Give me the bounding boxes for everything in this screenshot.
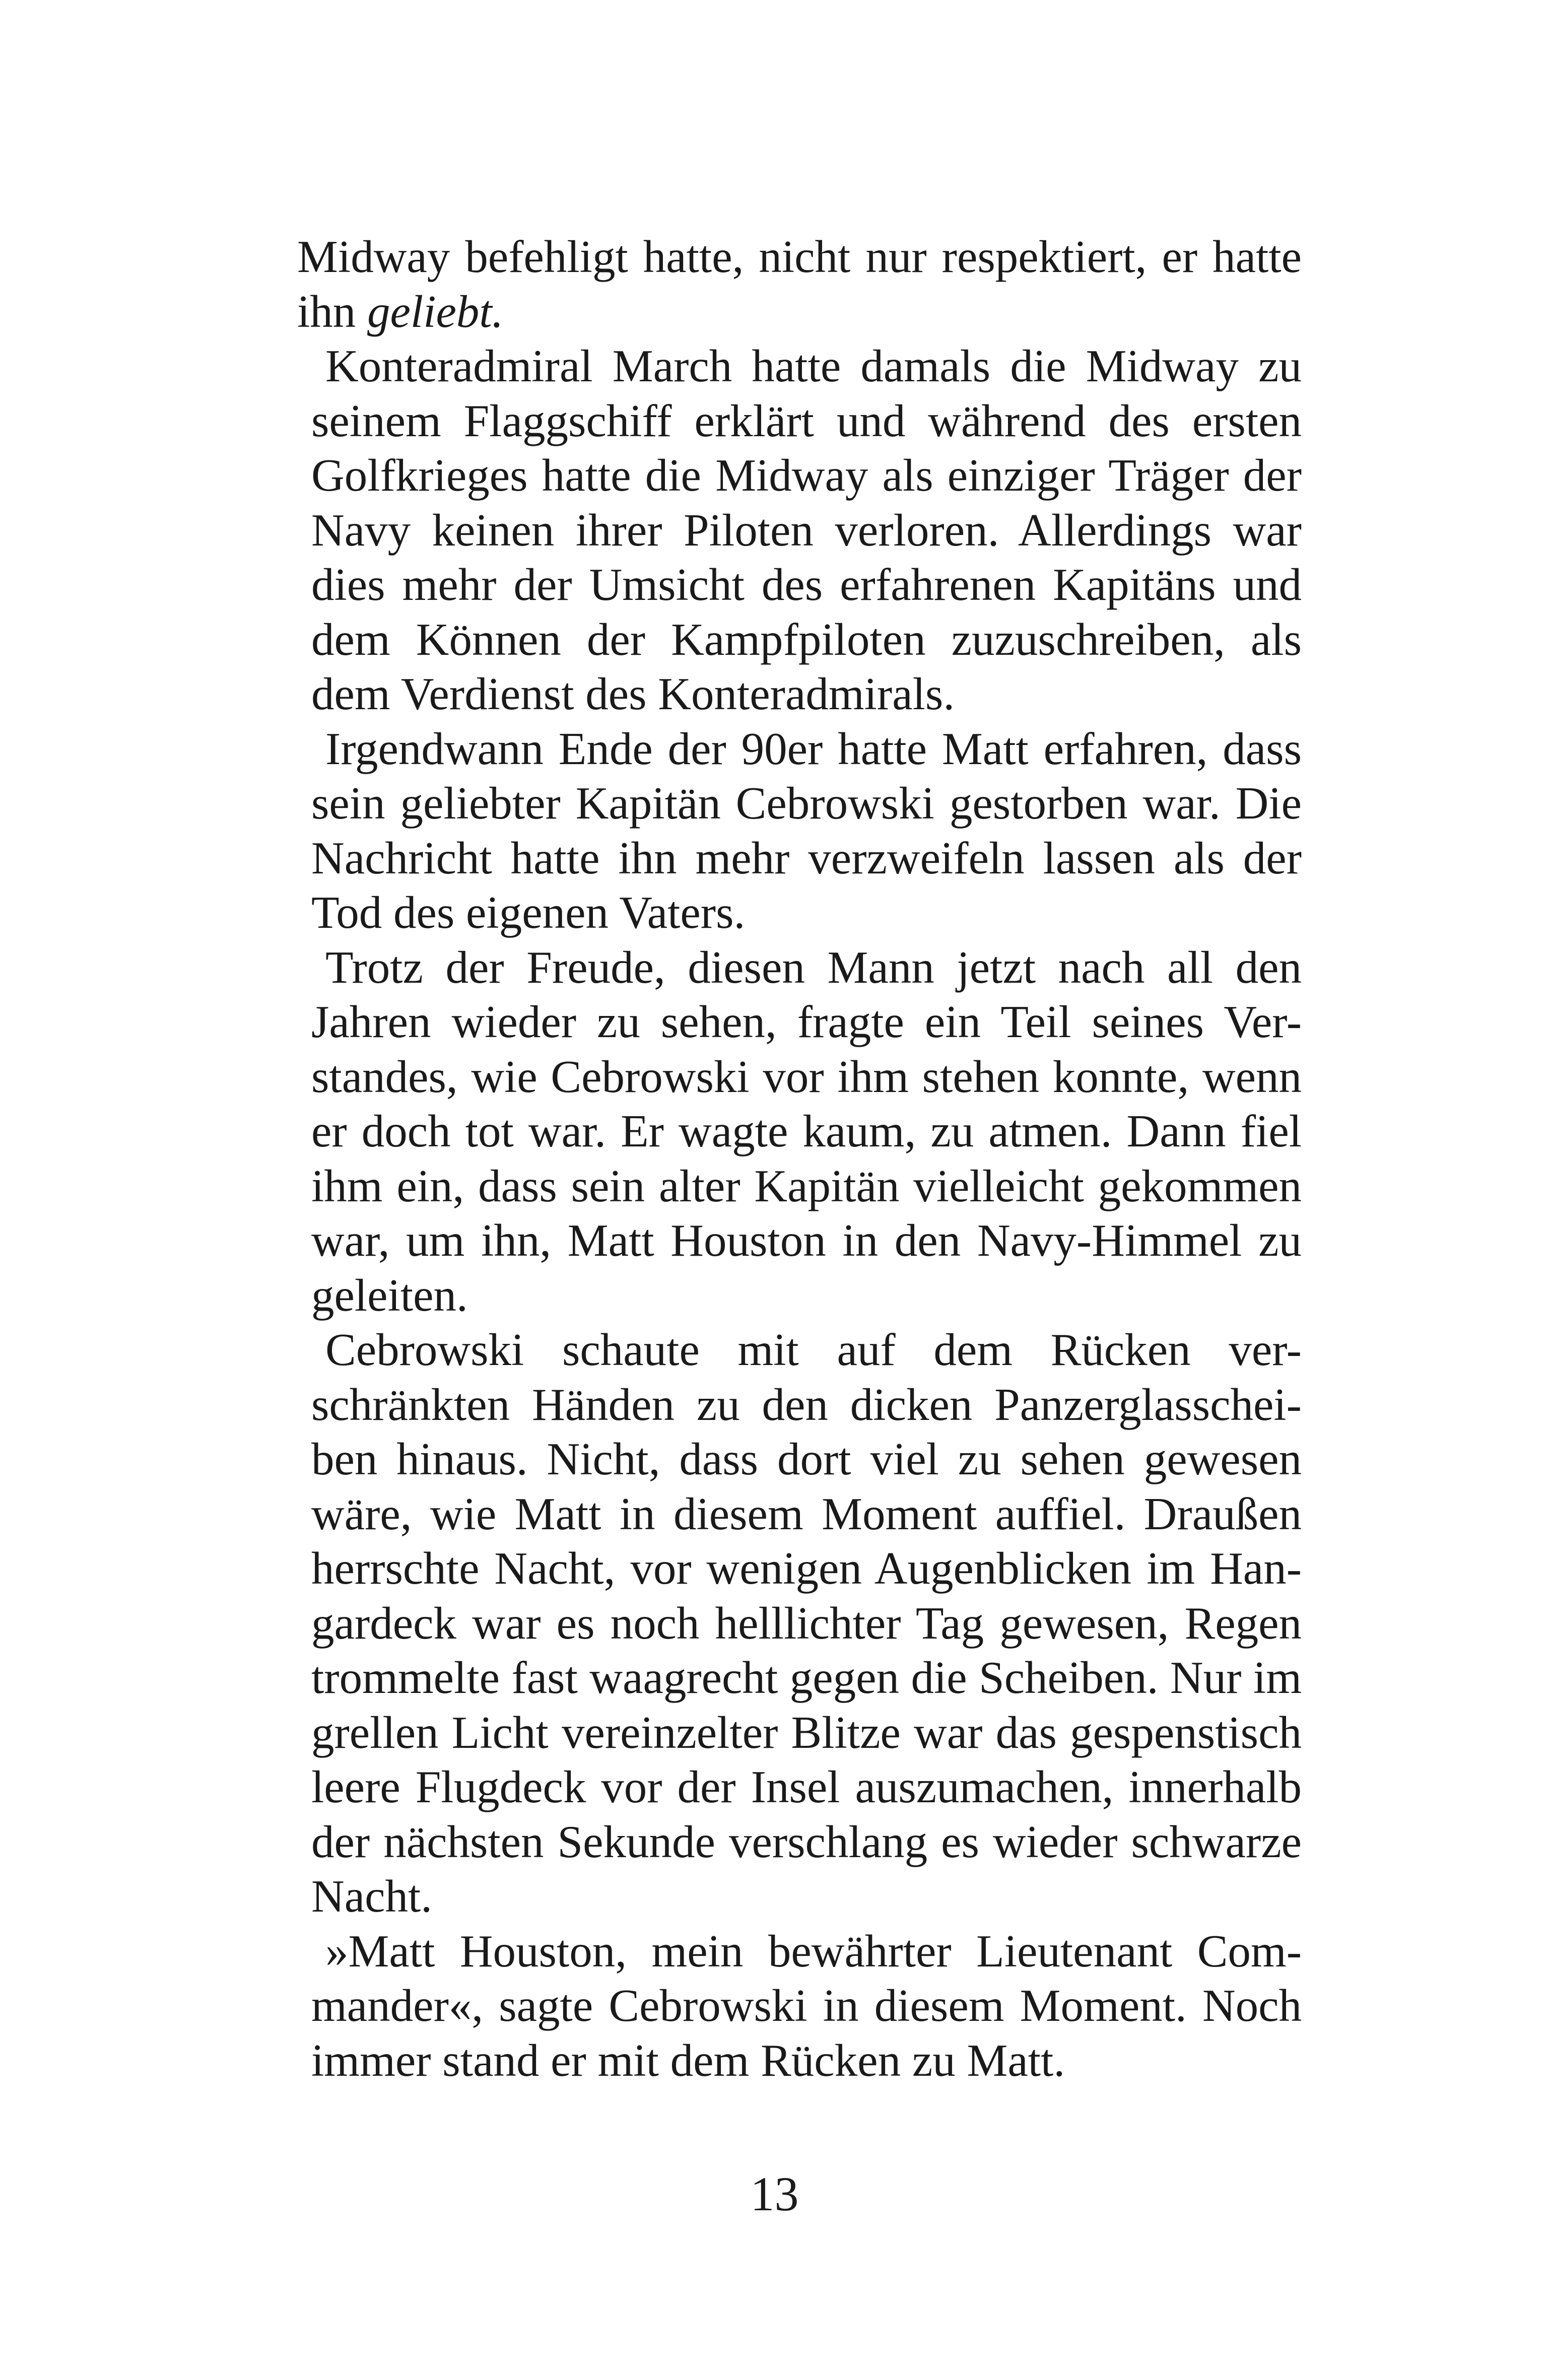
text-line: ihm ein, dass sein alter Kapitän vielleicht gekommen xyxy=(311,1160,1302,1211)
text-line: ben hinaus. Nicht, dass dort viel zu sehen gewesen xyxy=(311,1434,1302,1484)
text-line: geleiten. xyxy=(311,1269,468,1321)
paragraph-2 xyxy=(297,339,1302,722)
text-line: dem Verdienst des Konteradmirals. xyxy=(311,668,955,719)
text-line: standes, wie Cebrowski vor ihm stehen konnte, wenn xyxy=(311,1051,1302,1102)
text-line: Nachricht hatte ihn mehr verzweifeln lassen als der xyxy=(311,832,1302,883)
text-line: grellen Licht vereinzelter Blitze war das gespenstisch xyxy=(311,1707,1302,1758)
text-line: dies mehr der Umsicht des erfahrenen Kapitäns und xyxy=(311,559,1302,610)
text-line xyxy=(297,285,1302,339)
italic-word: geliebt. xyxy=(367,286,504,337)
text-line: seinem Flaggschiff erklärt und während des ersten xyxy=(311,395,1302,446)
paragraph-1 xyxy=(297,230,1302,339)
paragraph-5 xyxy=(297,1323,1302,1924)
text-line: schränkten Händen zu den dicken Panzerglasschei- xyxy=(311,1379,1302,1430)
body-text xyxy=(297,230,1302,2088)
text-line: Navy keinen ihrer Piloten verloren. Allerdings war xyxy=(311,504,1302,556)
paragraph-6 xyxy=(297,1924,1302,2088)
text-line: »Matt Houston, mein bewährter Lieutenant Com- xyxy=(325,1925,1302,1977)
text-line: gardeck war es noch helllichter Tag gewesen, Regen xyxy=(311,1597,1302,1649)
text-line: Cebrowski schaute mit auf dem Rücken ver- xyxy=(325,1324,1302,1375)
text-line: herrschte Nacht, vor wenigen Augenblicken im Han- xyxy=(311,1543,1302,1594)
text-line: mander«, sagte Cebrowski in diesem Moment. Noch xyxy=(311,1980,1302,2031)
text-line: sein geliebter Kapitän Cebrowski gestorben war. Die xyxy=(311,778,1302,829)
paragraph-4 xyxy=(297,940,1302,1323)
text-line: Trotz der Freude, diesen Mann jetzt nach all den xyxy=(325,941,1302,993)
paragraph-3 xyxy=(297,722,1302,940)
text-segment: ihn xyxy=(297,286,368,337)
text-line: Jahren wieder zu sehen, fragte ein Teil seines Ver- xyxy=(311,996,1302,1047)
text-line: Konteradmiral March hatte damals die Midway zu xyxy=(325,341,1302,391)
text-line: dem Können der Kampfpiloten zuzuschreiben, als xyxy=(311,614,1302,665)
text-line: Nacht. xyxy=(311,1871,433,1922)
text-line: Irgendwann Ende der 90er hatte Matt erfahren, dass xyxy=(325,723,1302,774)
page-number: 13 xyxy=(750,2167,799,2221)
text-line: Tod des eigenen Vaters. xyxy=(311,887,746,938)
text-line: der nächsten Sekunde verschlang es wieder schwarze xyxy=(311,1816,1302,1867)
text-line: war, um ihn, Matt Houston in den Navy-Himmel zu xyxy=(311,1215,1302,1266)
text-line: immer stand er mit dem Rücken zu Matt. xyxy=(311,2034,1065,2086)
text-line: leere Flugdeck vor der Insel auszumachen, innerhalb xyxy=(311,1761,1302,1812)
text-line: er doch tot war. Er wagte kaum, zu atmen. Dann fiel xyxy=(311,1106,1302,1157)
text-line: Golfkrieges hatte die Midway als einziger Träger der xyxy=(311,450,1302,501)
text-line: wäre, wie Matt in diesem Moment auffiel. Draußen xyxy=(311,1488,1302,1539)
text-line: trommelte fast waagrecht gegen die Scheiben. Nur im xyxy=(311,1652,1302,1703)
text-line: Midway befehligt hatte, nicht nur respektiert, er hatte xyxy=(297,231,1302,282)
